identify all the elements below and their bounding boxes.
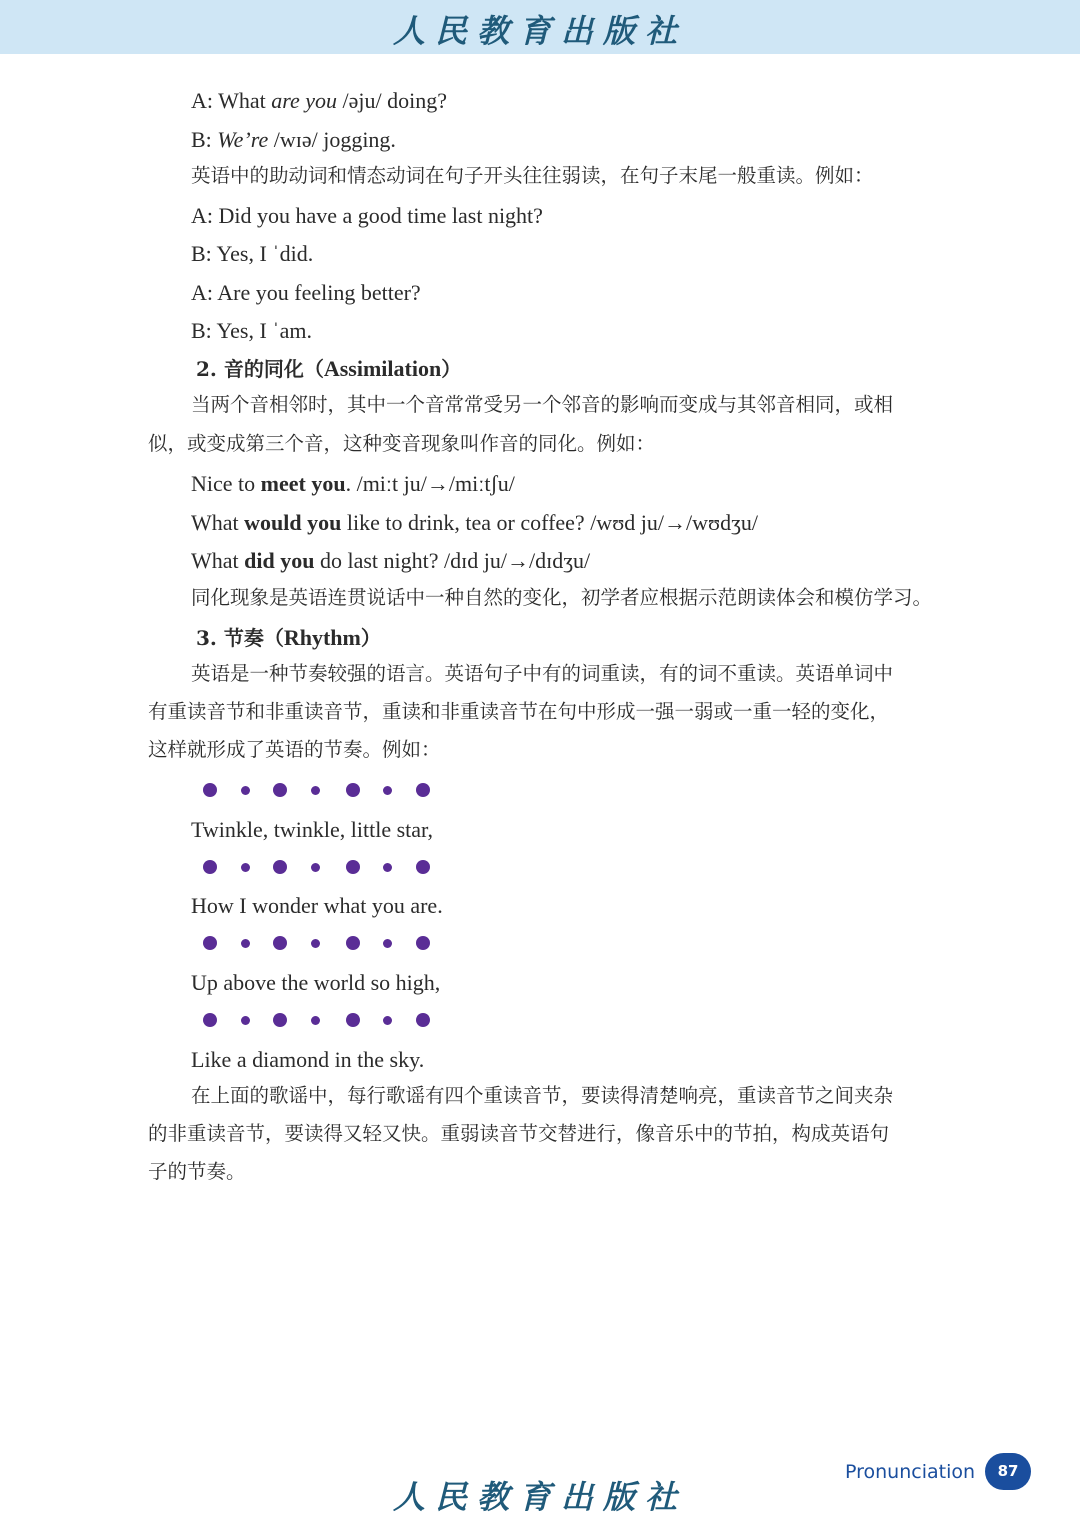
stress-dots xyxy=(190,780,450,800)
weak-forms-note: 英语中的助动词和情态动词在句子开头往往弱读，在句子末尾一般重读。例如： xyxy=(191,164,874,187)
stress-dot-weak xyxy=(311,786,320,795)
stress-dot-weak xyxy=(383,786,392,795)
dialogue-line: B: Yes, I ˈam. xyxy=(191,318,313,343)
stress-dot-weak xyxy=(311,863,320,872)
rhyme-line: Like a diamond in the sky. xyxy=(191,1047,425,1072)
assimilation-note: 同化现象是英语连贯说话中一种自然的变化，初学者应根据示范朗读体会和模仿学习。 xyxy=(191,586,933,609)
section-heading-rhythm: 3. 节奏（Rhythm） xyxy=(196,625,381,650)
paragraph-line: 的非重读音节，要读得又轻又快。重弱读音节交替进行，像音乐中的节拍，构成英语句 xyxy=(148,1122,890,1145)
stress-dot-weak xyxy=(383,863,392,872)
dialogue-line: B: Yes, I ˈdid. xyxy=(191,241,314,266)
stress-dot-weak xyxy=(311,939,320,948)
rhyme-line: Twinkle, twinkle, little star, xyxy=(191,817,433,842)
stress-dot-strong xyxy=(273,1013,287,1027)
stress-dot-weak xyxy=(383,1016,392,1025)
section-heading-assimilation: 2. 音的同化（Assimilation） xyxy=(196,356,462,381)
stress-dot-weak xyxy=(383,939,392,948)
stress-dot-strong xyxy=(203,936,217,950)
rhyme-line: Up above the world so high, xyxy=(191,970,441,995)
paragraph-line: 当两个音相邻时，其中一个音常常受另一个邻音的影响而变成与其邻音相同，或相 xyxy=(191,393,894,416)
stress-dot-weak xyxy=(241,939,250,948)
assimilation-example: Nice to meet you. /miːt ju/→/miːtʃu/ xyxy=(191,471,515,496)
rhyme-line: How I wonder what you are. xyxy=(191,893,443,918)
section-name: Pronunciation xyxy=(845,1461,976,1483)
publisher-logo: 人民教育出版社 xyxy=(392,12,687,50)
stress-dot-strong xyxy=(203,860,217,874)
dialogue-line-a1: A: What are you /əju/ doing? xyxy=(191,88,448,113)
stress-dot-weak xyxy=(241,863,250,872)
stress-dot-strong xyxy=(273,860,287,874)
stress-dot-weak xyxy=(241,786,250,795)
dialogue-line: A: Are you feeling better? xyxy=(191,280,421,305)
assimilation-example: What did you do last night? /dɪd ju/→/dɪdʒu/ xyxy=(191,548,591,573)
stress-dots xyxy=(190,857,450,877)
dialogue-line: A: Did you have a good time last night? xyxy=(191,203,543,228)
stress-dot-weak xyxy=(241,1016,250,1025)
stress-dot-strong xyxy=(346,783,360,797)
stress-dot-weak xyxy=(311,1016,320,1025)
stress-dot-strong xyxy=(416,783,430,797)
stress-dot-strong xyxy=(346,1013,360,1027)
stress-dot-strong xyxy=(346,860,360,874)
stress-dot-strong xyxy=(273,936,287,950)
publisher-logo: 人民教育出版社 xyxy=(392,1478,687,1516)
paragraph-line: 子的节奏。 xyxy=(148,1160,246,1183)
paragraph-line: 有重读音节和非重读音节，重读和非重读音节在句中形成一强一弱或一重一轻的变化， xyxy=(148,700,890,723)
stress-dot-strong xyxy=(273,783,287,797)
stress-dot-strong xyxy=(203,1013,217,1027)
stress-dot-strong xyxy=(203,783,217,797)
dialogue-line-b1: B: We’re /wɪə/ jogging. xyxy=(191,127,396,152)
paragraph-line: 英语是一种节奏较强的语言。英语句子中有的词重读，有的词不重读。英语单词中 xyxy=(191,662,894,685)
stress-dot-strong xyxy=(416,860,430,874)
paragraph-line: 在上面的歌谣中，每行歌谣有四个重读音节，要读得清楚响亮，重读音节之间夹杂 xyxy=(191,1084,894,1107)
stress-dot-strong xyxy=(416,1013,430,1027)
page-number: 87 xyxy=(985,1453,1031,1490)
stress-dot-strong xyxy=(416,936,430,950)
stress-dots xyxy=(190,1010,450,1030)
stress-dot-strong xyxy=(346,936,360,950)
assimilation-example: What would you like to drink, tea or coffee? /wʊd ju/→/wʊdʒu/ xyxy=(191,510,758,535)
stress-dots xyxy=(190,933,450,953)
paragraph-line: 似，或变成第三个音，这种变音现象叫作音的同化。例如： xyxy=(148,432,656,455)
paragraph-line: 这样就形成了英语的节奏。例如： xyxy=(148,738,441,761)
